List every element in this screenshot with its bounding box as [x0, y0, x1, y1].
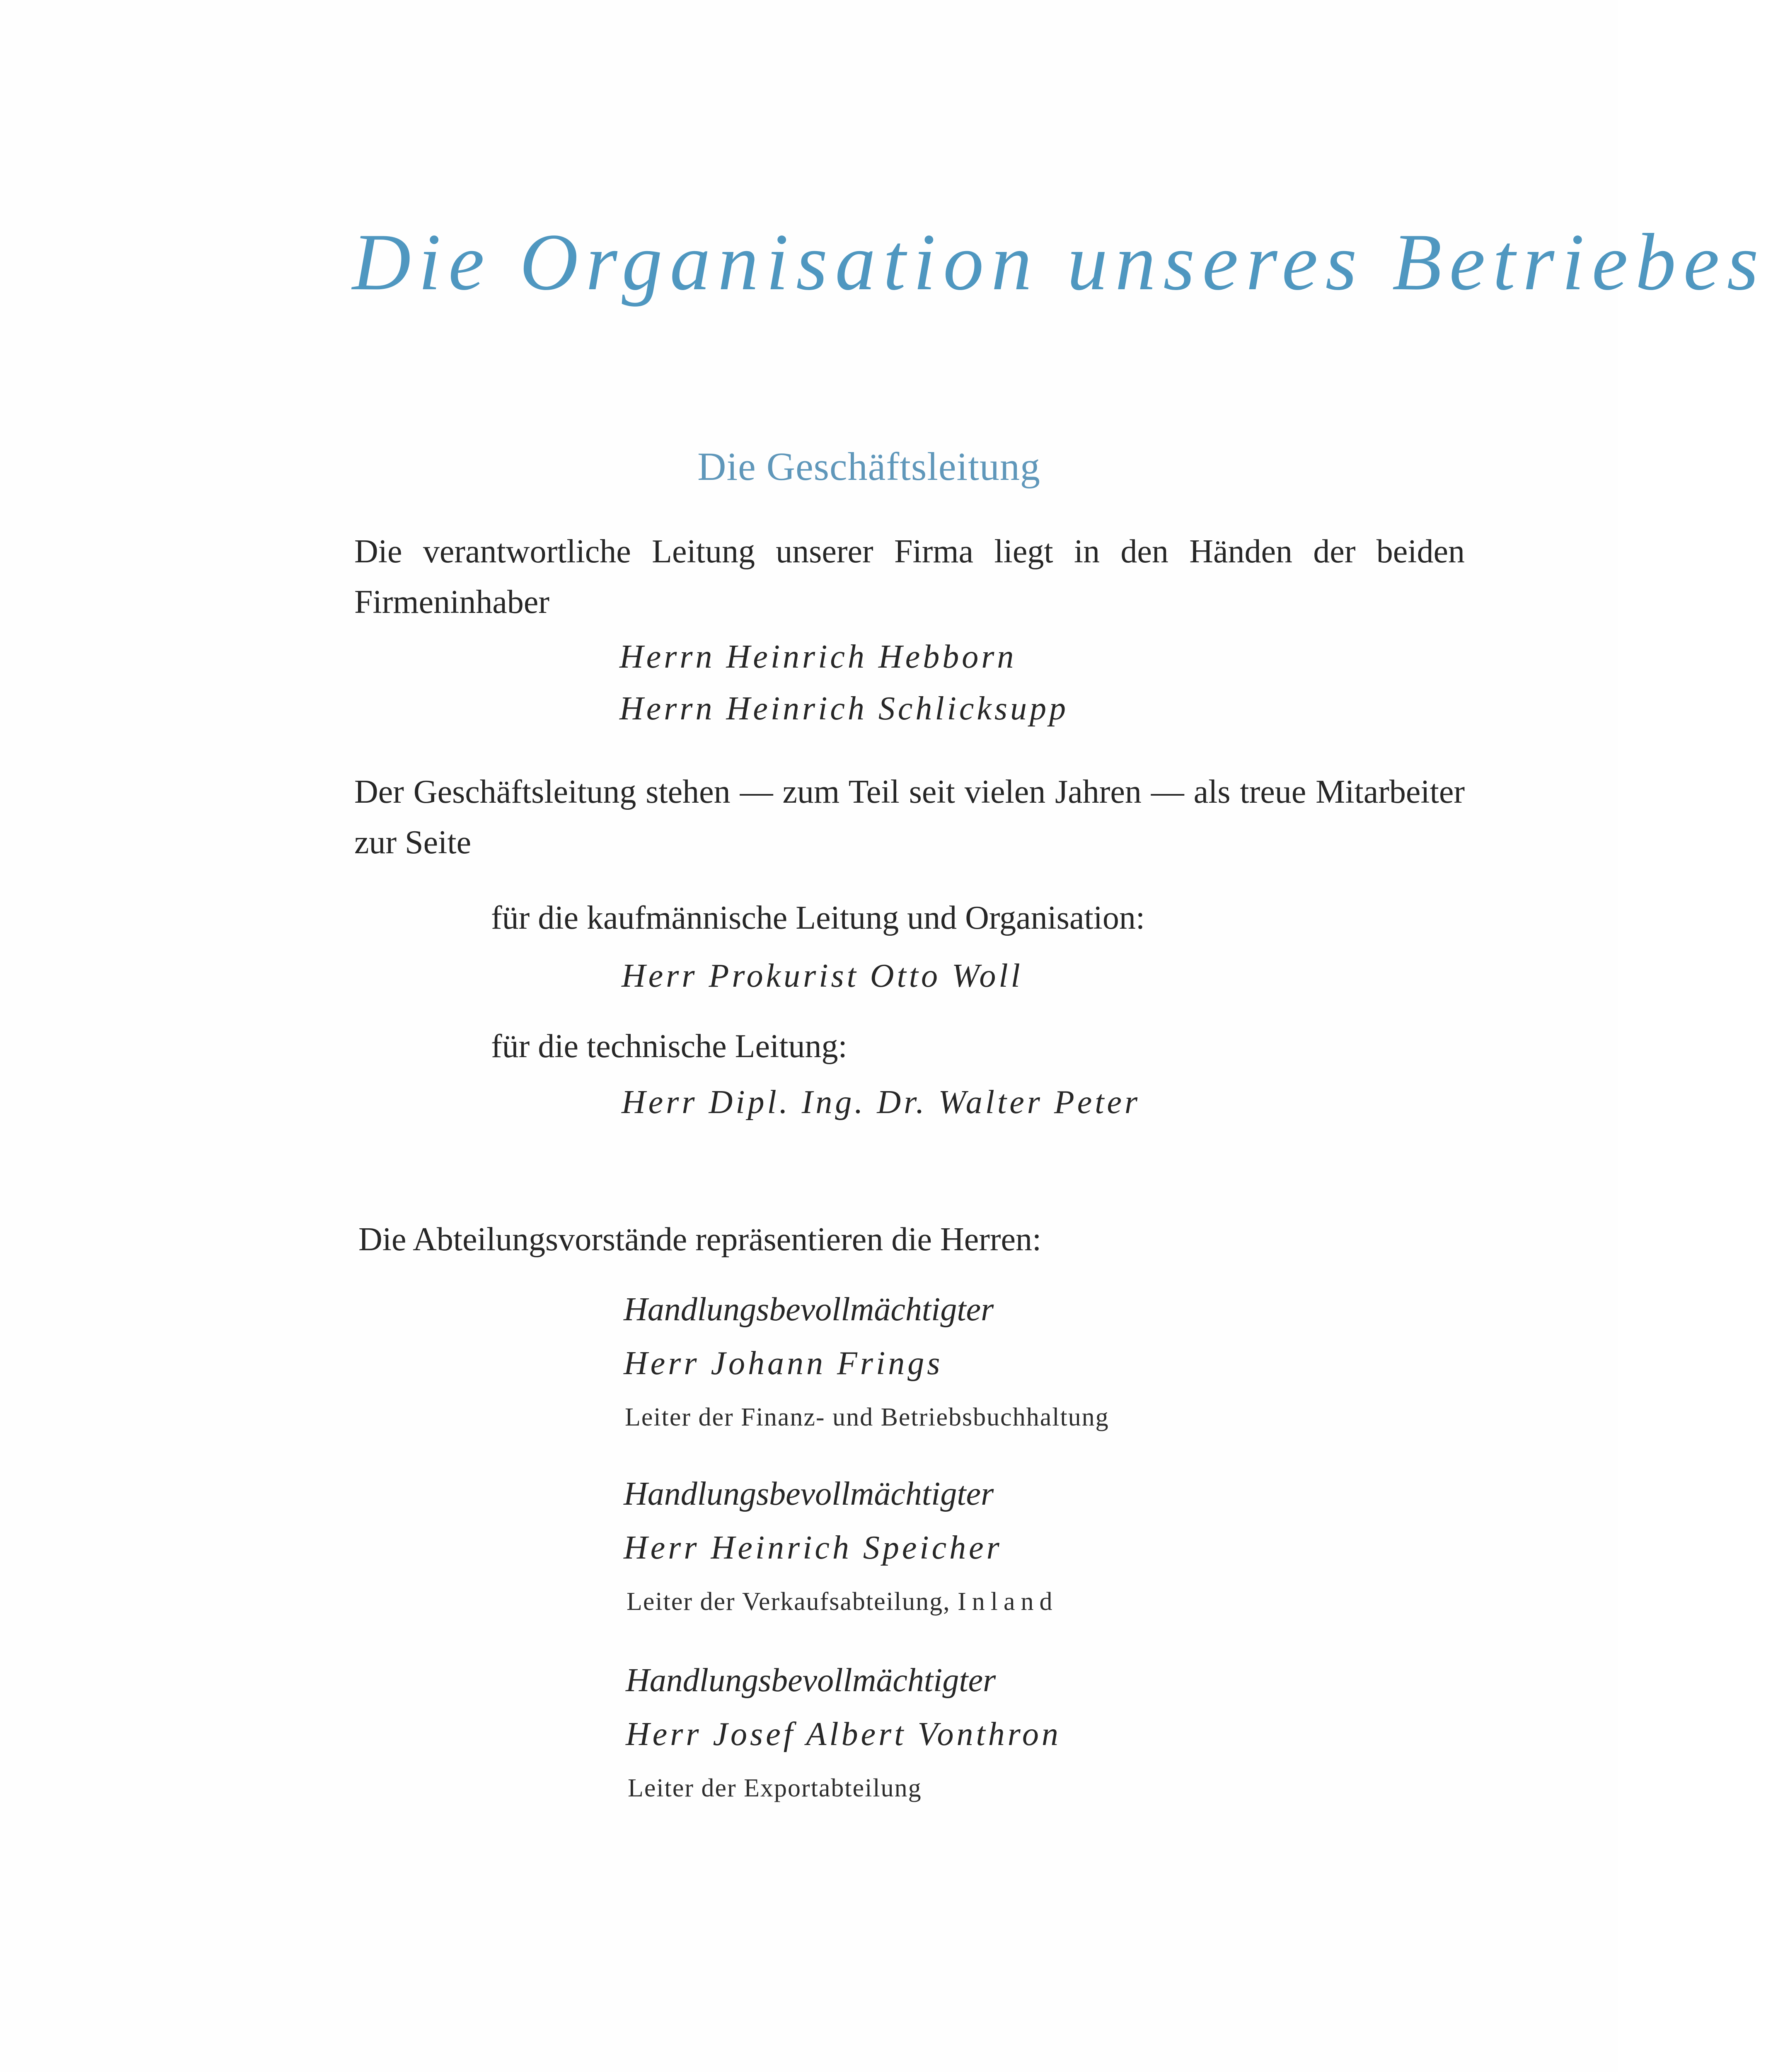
- management-name: Herr Prokurist Otto Woll: [622, 958, 1023, 994]
- intro-paragraph: Die verantwortliche Leitung unserer Firma liegt in den Händen der beiden Firmeninhaber: [354, 533, 1465, 620]
- department-head-name: Herr Josef Albert Vonthron: [626, 1716, 1061, 1752]
- section-title: Die Geschäftsleitung: [697, 444, 1040, 489]
- owner-name: Herrn Heinrich Schlicksupp: [619, 690, 1069, 727]
- staff-paragraph: Der Geschäftsleitung stehen — zum Teil seit vielen Jahren — als treue Mitarbeiter zur Seite: [354, 774, 1465, 861]
- management-role: für die technische Leitung:: [491, 1028, 847, 1065]
- department-label: [627, 1587, 1058, 1617]
- department-label: Leiter der Finanz- und Betriebsbuchhaltung: [625, 1403, 1109, 1431]
- owner-name: Herrn Heinrich Hebborn: [619, 639, 1017, 675]
- departments-intro: Die Abteilungsvorstände repräsentieren die Herren:: [358, 1221, 1042, 1258]
- management-name: Herr Dipl. Ing. Dr. Walter Peter: [622, 1084, 1141, 1121]
- department-head-name: Herr Heinrich Speicher: [624, 1530, 1002, 1566]
- department-head-title: Handlungsbevollmächtigter: [624, 1476, 994, 1512]
- department-head-title: Handlungsbevollmächtigter: [624, 1291, 994, 1328]
- management-role: für die kaufmännische Leitung und Organisation:: [491, 900, 1145, 936]
- department-head-title: Handlungsbevollmächtigter: [626, 1662, 996, 1699]
- department-label-text: Leiter der Verkaufsabteilung,: [627, 1588, 951, 1616]
- department-label-emphasis: Inland: [958, 1588, 1058, 1616]
- main-title: Die Organisation unseres Betriebes: [352, 217, 1766, 307]
- department-head-name: Herr Johann Frings: [624, 1345, 943, 1382]
- department-label: Leiter der Exportabteilung: [628, 1774, 922, 1802]
